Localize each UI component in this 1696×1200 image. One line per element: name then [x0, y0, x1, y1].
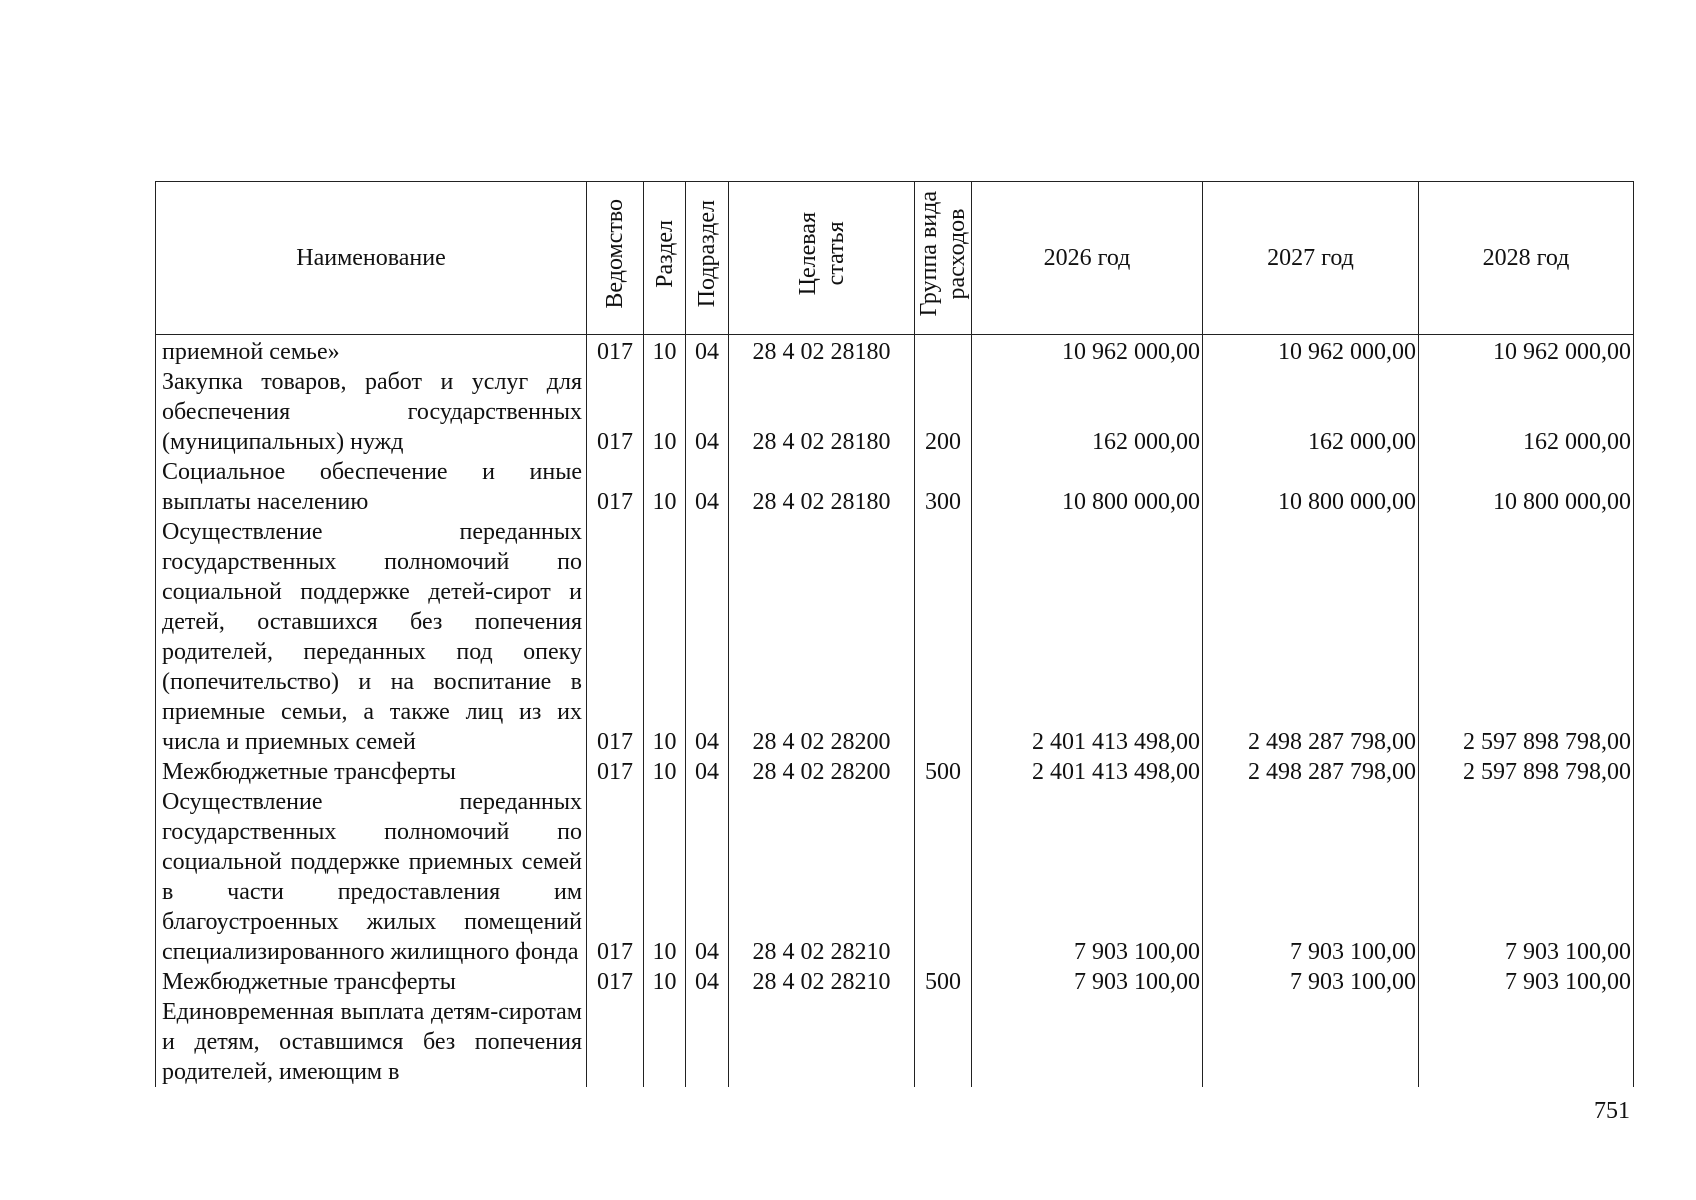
- cell-2027: 2 498 287 798,00: [1203, 757, 1419, 787]
- header-podrazdel: Подраздел: [686, 182, 729, 335]
- cell-vedomstvo: 017: [587, 757, 644, 787]
- cell-razdel: 10: [644, 457, 686, 517]
- cell-razdel: [644, 997, 686, 1087]
- cell-vedomstvo: 017: [587, 517, 644, 757]
- cell-2028: 10 800 000,00: [1419, 457, 1634, 517]
- cell-2026: 2 401 413 498,00: [972, 757, 1203, 787]
- cell-target-article: 28 4 02 28200: [729, 517, 915, 757]
- cell-2028: 162 000,00: [1419, 367, 1634, 457]
- header-razdel: Раздел: [644, 182, 686, 335]
- cell-2028: 7 903 100,00: [1419, 967, 1634, 997]
- cell-2027: 2 498 287 798,00: [1203, 517, 1419, 757]
- cell-2026: 10 800 000,00: [972, 457, 1203, 517]
- table-row: [156, 367, 1634, 457]
- header-target-article: Целевая статья: [729, 182, 915, 335]
- cell-2027: 10 962 000,00: [1203, 335, 1419, 368]
- cell-2026: 2 401 413 498,00: [972, 517, 1203, 757]
- cell-2027: 7 903 100,00: [1203, 967, 1419, 997]
- cell-expense-group: 200: [915, 367, 972, 457]
- cell-expense-group: [915, 997, 972, 1087]
- cell-podrazdel: 04: [686, 787, 729, 967]
- cell-target-article: 28 4 02 28210: [729, 967, 915, 997]
- cell-name: Закупка товаров, работ и услуг для обеспечения государственных (муниципальных) нужд: [156, 367, 587, 457]
- table-row: [156, 787, 1634, 967]
- cell-2027: 162 000,00: [1203, 367, 1419, 457]
- cell-name: Социальное обеспечение и иные выплаты населению: [156, 457, 587, 517]
- cell-expense-group: 500: [915, 757, 972, 787]
- table-row: [156, 997, 1634, 1087]
- header-2028: 2028 год: [1419, 182, 1634, 335]
- cell-expense-group: [915, 787, 972, 967]
- cell-target-article: 28 4 02 28210: [729, 787, 915, 967]
- header-expense-group: Группа вида расходов: [915, 182, 972, 335]
- cell-2026: 7 903 100,00: [972, 967, 1203, 997]
- cell-2028: 10 962 000,00: [1419, 335, 1634, 368]
- table-row: [156, 757, 1634, 787]
- cell-target-article: [729, 997, 915, 1087]
- cell-name: Межбюджетные трансферты: [156, 757, 587, 787]
- cell-vedomstvo: 017: [587, 367, 644, 457]
- table-row: [156, 335, 1634, 368]
- cell-name: Осуществление переданных государственных полномочий по социальной поддержке приемных семей в части предоставления им благоустроенных жилых помещений специализированного жилищного фонда: [156, 787, 587, 967]
- cell-podrazdel: 04: [686, 367, 729, 457]
- cell-expense-group: [915, 335, 972, 368]
- cell-razdel: 10: [644, 517, 686, 757]
- cell-vedomstvo: 017: [587, 787, 644, 967]
- cell-name: приемной семье»: [156, 335, 587, 368]
- cell-podrazdel: 04: [686, 967, 729, 997]
- cell-2028: [1419, 997, 1634, 1087]
- cell-2028: 2 597 898 798,00: [1419, 757, 1634, 787]
- page-number: 751: [1594, 1098, 1630, 1124]
- cell-razdel: 10: [644, 787, 686, 967]
- cell-vedomstvo: 017: [587, 967, 644, 997]
- cell-razdel: 10: [644, 335, 686, 368]
- cell-2028: 7 903 100,00: [1419, 787, 1634, 967]
- cell-podrazdel: [686, 997, 729, 1087]
- cell-razdel: 10: [644, 757, 686, 787]
- header-name: Наименование: [156, 182, 587, 335]
- cell-razdel: 10: [644, 967, 686, 997]
- cell-vedomstvo: 017: [587, 335, 644, 368]
- cell-expense-group: [915, 517, 972, 757]
- cell-target-article: 28 4 02 28180: [729, 457, 915, 517]
- cell-2027: 10 800 000,00: [1203, 457, 1419, 517]
- budget-table: [155, 181, 1634, 1087]
- table-header: [156, 182, 1634, 335]
- header-2027: 2027 год: [1203, 182, 1419, 335]
- header-vedomstvo: Ведомство: [587, 182, 644, 335]
- cell-2026: 162 000,00: [972, 367, 1203, 457]
- cell-razdel: 10: [644, 367, 686, 457]
- table-row: [156, 517, 1634, 757]
- cell-name: Межбюджетные трансферты: [156, 967, 587, 997]
- table-row: [156, 457, 1634, 517]
- cell-vedomstvo: 017: [587, 457, 644, 517]
- cell-2026: 10 962 000,00: [972, 335, 1203, 368]
- cell-2027: 7 903 100,00: [1203, 787, 1419, 967]
- cell-target-article: 28 4 02 28180: [729, 367, 915, 457]
- cell-podrazdel: 04: [686, 757, 729, 787]
- cell-podrazdel: 04: [686, 517, 729, 757]
- cell-podrazdel: 04: [686, 335, 729, 368]
- table-row: [156, 967, 1634, 997]
- cell-target-article: 28 4 02 28200: [729, 757, 915, 787]
- table-body: [156, 335, 1634, 1088]
- cell-expense-group: 300: [915, 457, 972, 517]
- cell-2027: [1203, 997, 1419, 1087]
- cell-2026: [972, 997, 1203, 1087]
- cell-name: Осуществление переданных государственных полномочий по социальной поддержке детей-сирот и детей, оставшихся без попечения родителей, переданных под опеку (попечительство) и на воспитание в приемные семьи, а также лиц из их числа и приемных семей: [156, 517, 587, 757]
- cell-target-article: 28 4 02 28180: [729, 335, 915, 368]
- cell-2028: 2 597 898 798,00: [1419, 517, 1634, 757]
- header-2026: 2026 год: [972, 182, 1203, 335]
- cell-podrazdel: 04: [686, 457, 729, 517]
- cell-2026: 7 903 100,00: [972, 787, 1203, 967]
- cell-name: Единовременная выплата детям-сиротам и детям, оставшимся без попечения родителей, имеющим в: [156, 997, 587, 1087]
- cell-expense-group: 500: [915, 967, 972, 997]
- cell-vedomstvo: [587, 997, 644, 1087]
